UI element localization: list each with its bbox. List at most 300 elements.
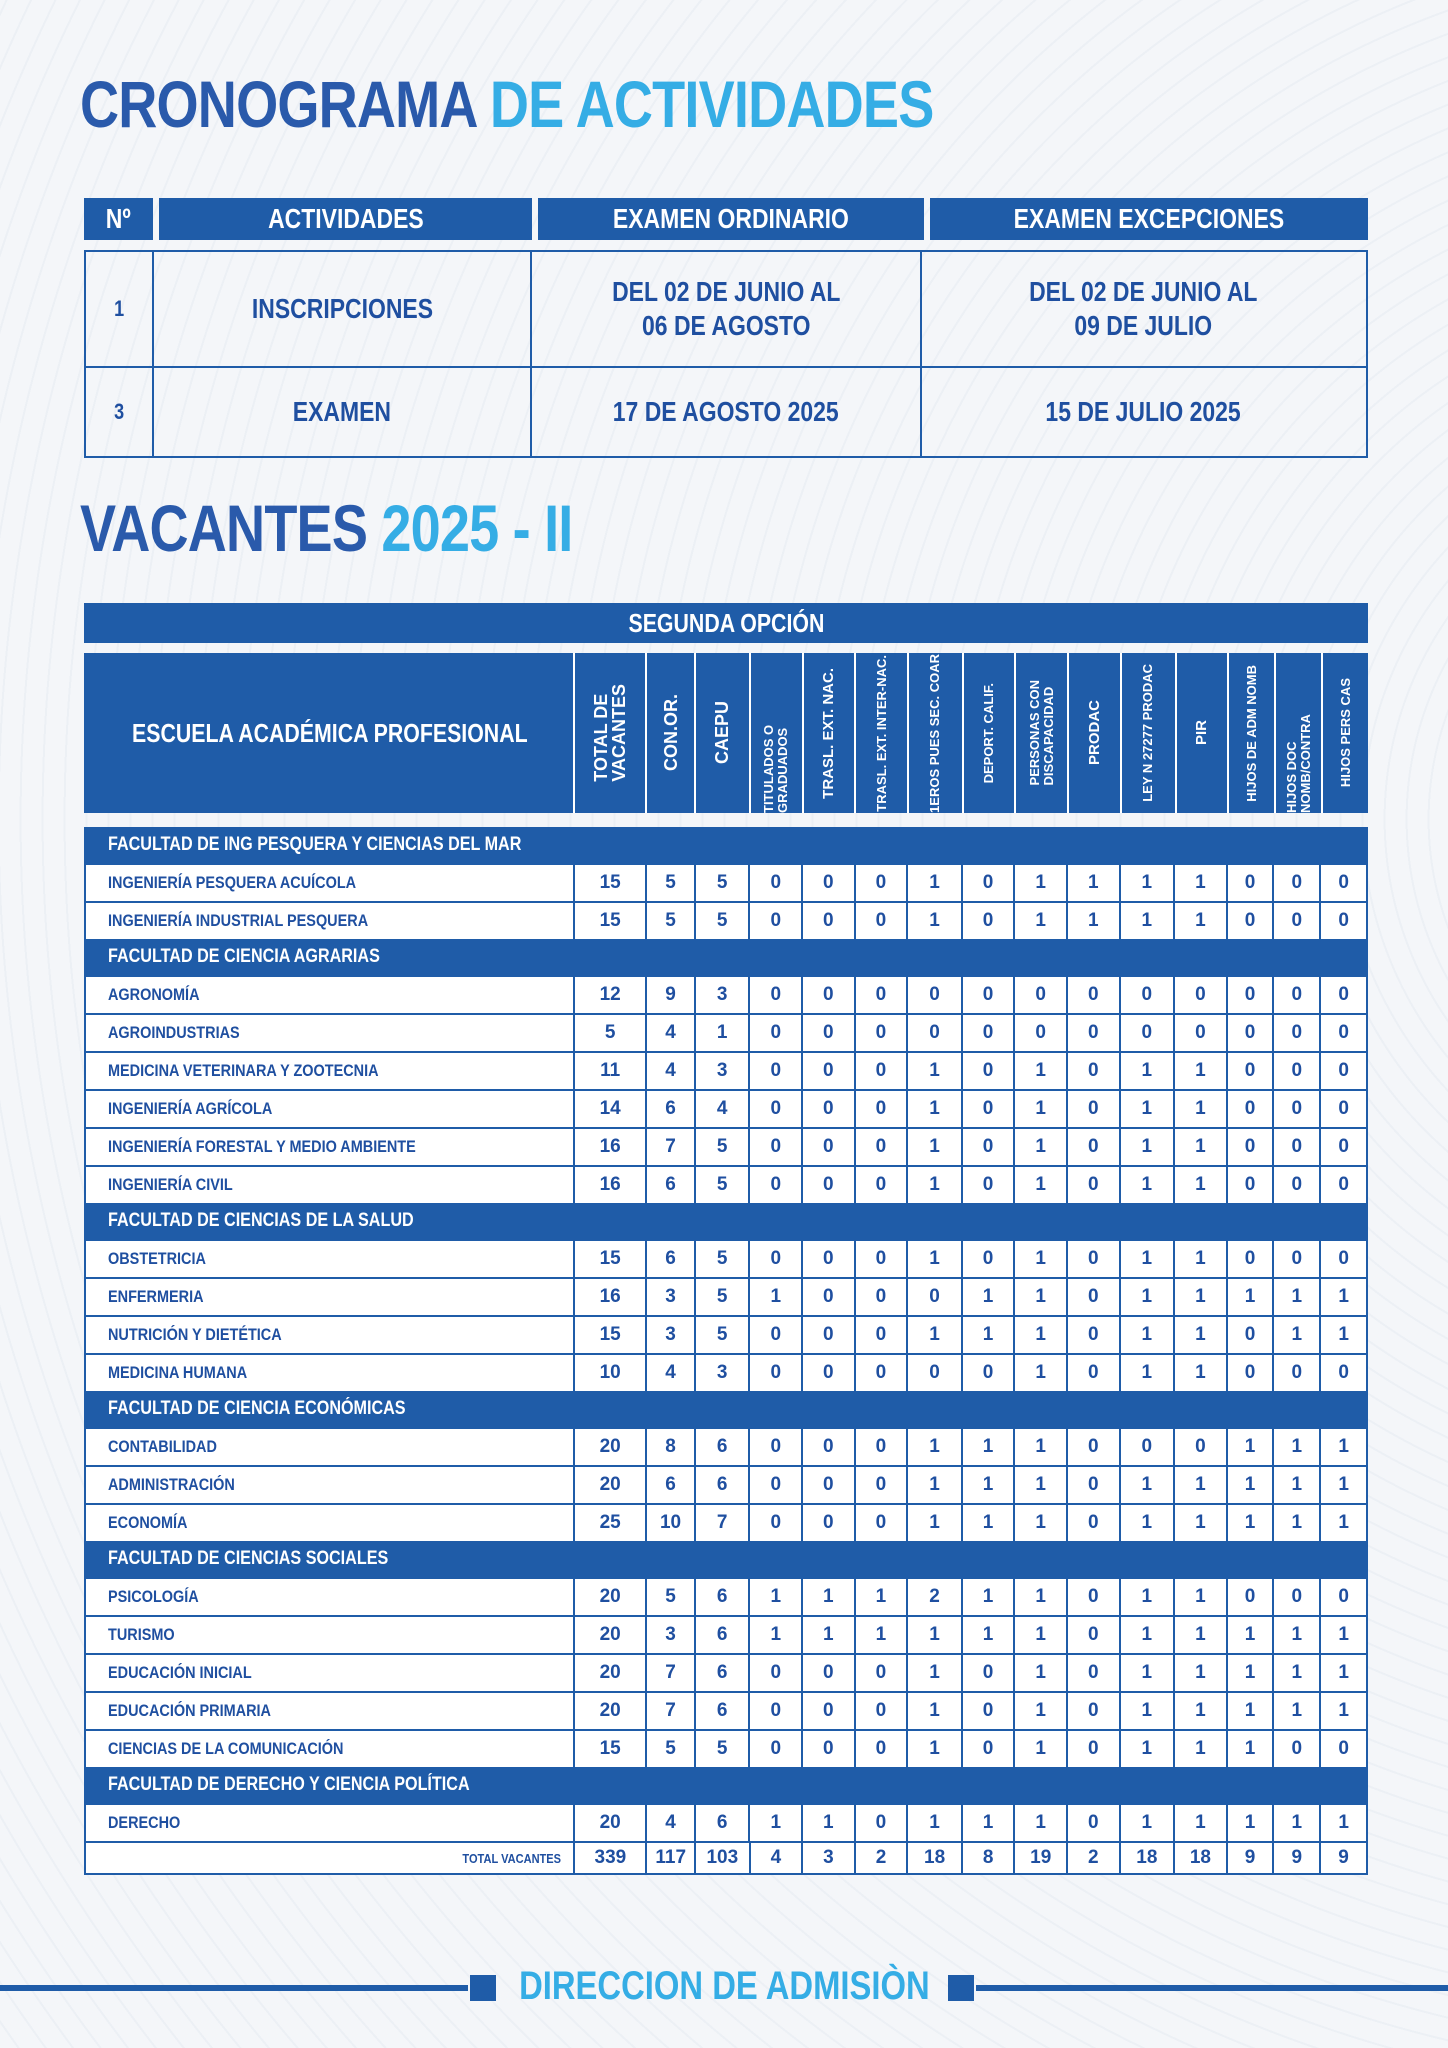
value-cell: 0 (1319, 1053, 1366, 1089)
header-col-label: TRASL. EXT. NAC. (819, 667, 837, 799)
value-cell: 1 (1173, 1731, 1226, 1767)
school-name: INGENIERÍA INDUSTRIAL PESQUERA (108, 911, 369, 930)
value-cell: 0 (1066, 1731, 1119, 1767)
school-name: INGENIERÍA FORESTAL Y MEDIO AMBIENTE (108, 1137, 416, 1156)
value-cell: 1 (1013, 1805, 1066, 1841)
value-cell: 0 (961, 1241, 1014, 1277)
table-row (86, 1315, 1366, 1353)
value-cell: 0 (1066, 1617, 1119, 1653)
value-cell: 7 (645, 1693, 694, 1729)
value-cell: 1 (906, 1505, 961, 1541)
vacantes-body (84, 827, 1368, 1875)
value-cell: 0 (1173, 1015, 1226, 1051)
value-cell: 1 (1119, 1355, 1174, 1391)
value-cell: 5 (694, 865, 749, 901)
value-cell: 4 (645, 1015, 694, 1051)
value-cell: 1 (1173, 1655, 1226, 1691)
value-cell: 9 (1272, 1843, 1319, 1873)
header-col-9 (1014, 653, 1067, 813)
value-cell: 1 (1226, 1805, 1273, 1841)
value-cell: 1 (1226, 1693, 1273, 1729)
value-cell: 4 (645, 1355, 694, 1391)
value-cell: 1 (1173, 903, 1226, 939)
value-cell: 1 (906, 1241, 961, 1277)
school-name: PSICOLOGÍA (108, 1587, 199, 1606)
header-col-3 (694, 653, 749, 813)
value-cell: 0 (1319, 1355, 1366, 1391)
value-cell: 1 (1319, 1693, 1366, 1729)
value-cell: 1 (961, 1279, 1014, 1315)
value-cell: 20 (573, 1805, 645, 1841)
value-cell: 6 (645, 1241, 694, 1277)
value-cell: 15 (573, 903, 645, 939)
value-cell: 1 (1319, 1805, 1366, 1841)
value-cell: 1 (1226, 1731, 1273, 1767)
value-cell: 1 (1013, 1241, 1066, 1277)
value-cell: 1 (854, 1617, 907, 1653)
value-cell: 1 (961, 1579, 1014, 1615)
value-cell: 1 (1119, 1805, 1174, 1841)
title-light-part: 2025 - II (381, 491, 573, 565)
value-cell: 0 (1319, 1129, 1366, 1165)
value-cell: 16 (573, 1167, 645, 1203)
value-cell: 0 (1226, 1167, 1273, 1203)
footer-square-right (948, 1975, 974, 2001)
header-col-label: PRODAC (1085, 700, 1103, 766)
value-cell: 6 (694, 1579, 749, 1615)
value-cell: 0 (961, 1693, 1014, 1729)
value-cell: 0 (1272, 903, 1319, 939)
value-cell: 1 (1013, 1617, 1066, 1653)
value-cell: 5 (694, 1129, 749, 1165)
value-cell: 0 (1119, 1015, 1174, 1051)
value-cell: 5 (573, 1015, 645, 1051)
value-cell: 1 (1119, 1129, 1174, 1165)
value-cell: 5 (645, 1731, 694, 1767)
value-cell: 117 (645, 1843, 694, 1873)
value-cell: 20 (573, 1579, 645, 1615)
value-cell: 0 (1173, 1429, 1226, 1465)
value-cell: 0 (854, 865, 907, 901)
value-cell: 1 (1319, 1505, 1366, 1541)
value-cell: 1 (1226, 1279, 1273, 1315)
header-col-label: HIJOS PERS CAS (1337, 678, 1353, 788)
school-name: AGROINDUSTRIAS (108, 1023, 240, 1042)
value-cell: 1 (748, 1279, 801, 1315)
value-cell: 1 (1119, 1317, 1174, 1353)
value-cell: 1 (694, 1015, 749, 1051)
value-cell: 1 (1173, 1505, 1226, 1541)
value-cell: 0 (1226, 977, 1273, 1013)
value-cell: 0 (961, 1129, 1014, 1165)
value-cell: 18 (1119, 1843, 1174, 1873)
faculty-header: FACULTAD DE CIENCIA ECONÓMICAS (86, 1391, 1366, 1427)
value-cell: 8 (645, 1429, 694, 1465)
value-cell: 0 (748, 1317, 801, 1353)
value-cell: 0 (1066, 977, 1119, 1013)
value-cell: 1 (1272, 1617, 1319, 1653)
header-col-1 (573, 653, 645, 813)
value-cell: 5 (645, 1579, 694, 1615)
value-cell: 1 (1226, 1505, 1273, 1541)
value-cell: 1 (1173, 865, 1226, 901)
value-cell: 1 (1119, 1467, 1174, 1503)
vacantes-header-row (84, 653, 1368, 813)
value-cell: 15 (573, 1317, 645, 1353)
value-cell: 1 (1013, 1655, 1066, 1691)
value-cell: 1 (1013, 1731, 1066, 1767)
value-cell: 1 (748, 1617, 801, 1653)
value-cell: 0 (801, 1429, 854, 1465)
value-cell: 0 (1066, 1655, 1119, 1691)
value-cell: 0 (1013, 1015, 1066, 1051)
cronograma-body (84, 250, 1368, 458)
value-cell: 0 (1272, 1167, 1319, 1203)
footer (0, 1958, 1448, 2018)
value-cell: 0 (801, 1129, 854, 1165)
school-name: EDUCACIÓN INICIAL (108, 1663, 252, 1682)
value-cell: 1 (1272, 1505, 1319, 1541)
cronograma-row-examen (86, 366, 1366, 456)
value-cell: 0 (854, 1053, 907, 1089)
value-cell: 1 (1226, 1617, 1273, 1653)
value-cell: 0 (854, 1655, 907, 1691)
value-cell: 0 (748, 1731, 801, 1767)
value-cell: 0 (854, 1317, 907, 1353)
value-cell: 3 (694, 1053, 749, 1089)
value-cell: 0 (748, 1091, 801, 1127)
value-cell: 14 (573, 1091, 645, 1127)
value-cell: 1 (1319, 1317, 1366, 1353)
value-cell: 0 (854, 1167, 907, 1203)
header-examen-ordinario: EXAMEN ORDINARIO (538, 198, 923, 240)
value-cell: 18 (1173, 1843, 1226, 1873)
value-cell: 0 (748, 1655, 801, 1691)
value-cell: 1 (1272, 1467, 1319, 1503)
header-col-10 (1067, 653, 1120, 813)
value-cell: 1 (961, 1805, 1014, 1841)
value-cell: 0 (801, 865, 854, 901)
value-cell: 6 (694, 1655, 749, 1691)
header-col-label: HIJOS DE ADM NOMB (1243, 664, 1259, 802)
value-cell: 1 (1013, 1167, 1066, 1203)
value-cell: 1 (854, 1579, 907, 1615)
value-cell: 0 (748, 1241, 801, 1277)
value-cell: 5 (645, 903, 694, 939)
value-cell: 1 (1272, 1317, 1319, 1353)
value-cell: 1 (1173, 1129, 1226, 1165)
value-cell: 0 (1226, 865, 1273, 901)
school-name: ENFERMERIA (108, 1287, 204, 1306)
row-actividad: INSCRIPCIONES (152, 252, 530, 366)
value-cell: 0 (801, 977, 854, 1013)
faculty-header: FACULTAD DE ING PESQUERA Y CIENCIAS DEL MAR (86, 827, 1366, 863)
value-cell: 6 (694, 1429, 749, 1465)
value-cell: 0 (1066, 1505, 1119, 1541)
value-cell: 9 (645, 977, 694, 1013)
value-cell: 1 (1272, 1655, 1319, 1691)
header-col-12 (1175, 653, 1228, 813)
value-cell: 0 (1319, 1015, 1366, 1051)
value-cell: 1 (961, 1617, 1014, 1653)
value-cell: 0 (906, 1355, 961, 1391)
row-actividad: EXAMEN (152, 368, 530, 456)
value-cell: 0 (801, 1731, 854, 1767)
value-cell: 1 (906, 1167, 961, 1203)
school-name: MEDICINA HUMANA (108, 1363, 248, 1382)
value-cell: 339 (573, 1843, 645, 1873)
value-cell: 0 (1066, 1279, 1119, 1315)
value-cell: 1 (1272, 1429, 1319, 1465)
value-cell: 1 (1173, 1317, 1226, 1353)
header-col-label: DEPORT. CALIF. (981, 682, 997, 784)
school-name: OBSTETRICIA (108, 1249, 206, 1268)
value-cell: 1 (906, 903, 961, 939)
value-cell: 0 (801, 1355, 854, 1391)
value-cell: 1 (801, 1805, 854, 1841)
value-cell: 0 (801, 1167, 854, 1203)
school-name: INGENIERÍA PESQUERA ACUÍCOLA (108, 873, 357, 892)
value-cell: 1 (1119, 1241, 1174, 1277)
table-row (86, 1653, 1366, 1691)
value-cell: 0 (1226, 1241, 1273, 1277)
header-col-label: CAEPU (712, 701, 733, 765)
value-cell: 4 (645, 1053, 694, 1089)
value-cell: 0 (748, 1355, 801, 1391)
value-cell: 0 (1319, 865, 1366, 901)
value-cell: 0 (961, 977, 1014, 1013)
value-cell: 0 (748, 1053, 801, 1089)
value-cell: 1 (748, 1579, 801, 1615)
table-row (86, 1239, 1366, 1277)
value-cell: 3 (694, 1355, 749, 1391)
table-row (86, 1277, 1366, 1315)
school-name: CONTABILIDAD (108, 1437, 217, 1456)
value-cell: 0 (801, 1015, 854, 1051)
value-cell: 4 (694, 1091, 749, 1127)
value-cell: 0 (906, 977, 961, 1013)
value-cell: 1 (961, 1467, 1014, 1503)
value-cell: 1 (906, 1731, 961, 1767)
header-col-6 (854, 653, 907, 813)
value-cell: 6 (694, 1805, 749, 1841)
value-cell: 1 (1173, 1241, 1226, 1277)
value-cell: 1 (1173, 1355, 1226, 1391)
value-cell: 0 (961, 1091, 1014, 1127)
value-cell: 0 (1066, 1355, 1119, 1391)
value-cell: 0 (1226, 1129, 1273, 1165)
value-cell: 0 (1226, 1355, 1273, 1391)
value-cell: 0 (1226, 1053, 1273, 1089)
table-row (86, 901, 1366, 939)
value-cell: 20 (573, 1429, 645, 1465)
value-cell: 4 (645, 1805, 694, 1841)
value-cell: 0 (1119, 1429, 1174, 1465)
value-cell: 16 (573, 1279, 645, 1315)
value-cell: 0 (748, 1429, 801, 1465)
value-cell: 0 (1066, 1693, 1119, 1729)
value-cell: 0 (1319, 977, 1366, 1013)
value-cell: 1 (1226, 1429, 1273, 1465)
school-name: MEDICINA VETERINARA Y ZOOTECNIA (108, 1061, 379, 1080)
header-escuela: ESCUELA ACADÉMICA PROFESIONAL (132, 717, 528, 748)
value-cell: 0 (961, 1167, 1014, 1203)
value-cell: 3 (694, 977, 749, 1013)
table-row (86, 1013, 1366, 1051)
value-cell: 1 (906, 1429, 961, 1465)
value-cell: 1 (906, 1617, 961, 1653)
school-name: ECONOMÍA (108, 1513, 188, 1532)
header-col-label: PIR (1192, 720, 1210, 746)
value-cell: 0 (801, 1241, 854, 1277)
value-cell: 0 (748, 977, 801, 1013)
school-name: TURISMO (108, 1625, 175, 1644)
table-row (86, 1503, 1366, 1541)
header-col-14 (1274, 653, 1321, 813)
value-cell: 20 (573, 1467, 645, 1503)
value-cell: 0 (1173, 977, 1226, 1013)
value-cell: 1 (961, 1505, 1014, 1541)
header-col-4 (749, 653, 802, 813)
value-cell: 1 (1173, 1805, 1226, 1841)
value-cell: 0 (1066, 1241, 1119, 1277)
value-cell: 1 (1013, 865, 1066, 901)
value-cell: 20 (573, 1693, 645, 1729)
value-cell: 2 (854, 1843, 907, 1873)
value-cell: 1 (961, 1429, 1014, 1465)
value-cell: 1 (1272, 1693, 1319, 1729)
value-cell: 0 (801, 1091, 854, 1127)
table-row (86, 1165, 1366, 1203)
value-cell: 0 (961, 1015, 1014, 1051)
value-cell: 19 (1013, 1843, 1066, 1873)
value-cell: 1 (1013, 1505, 1066, 1541)
value-cell: 0 (1066, 1429, 1119, 1465)
table-row (86, 1615, 1366, 1653)
header-col-label: CON.OR. (660, 694, 681, 772)
row-number: 1 (113, 296, 125, 321)
value-cell: 5 (694, 1317, 749, 1353)
value-cell: 0 (1272, 1091, 1319, 1127)
header-actividades: ACTIVIDADES (159, 198, 533, 240)
value-cell: 0 (748, 1167, 801, 1203)
value-cell: 1 (1013, 1317, 1066, 1353)
header-col-label: HIJOS DOC NOMB/CONTRA (1283, 714, 1313, 813)
value-cell: 0 (1066, 1167, 1119, 1203)
value-cell: 9 (1226, 1843, 1273, 1873)
value-cell: 0 (801, 1505, 854, 1541)
title-dark-part: CRONOGRAMA (80, 67, 476, 141)
value-cell: 1 (906, 865, 961, 901)
value-cell: 0 (1066, 1467, 1119, 1503)
table-row (86, 1465, 1366, 1503)
header-col-label: PERSONAS CON DISCAPACIDAD (1026, 680, 1056, 786)
value-cell: 1 (1119, 1091, 1174, 1127)
cronograma-table (84, 198, 1368, 458)
value-cell: 0 (1272, 1015, 1319, 1051)
value-cell: 0 (854, 1279, 907, 1315)
footer-text: DIRECCION DE ADMISIÒN (518, 1964, 930, 2008)
value-cell: 0 (854, 1467, 907, 1503)
value-cell: 0 (801, 1693, 854, 1729)
value-cell: 1 (1319, 1655, 1366, 1691)
value-cell: 0 (854, 903, 907, 939)
value-cell: 0 (961, 1731, 1014, 1767)
table-row (86, 1803, 1366, 1841)
value-cell: 0 (1272, 1129, 1319, 1165)
header-col-5 (802, 653, 855, 813)
value-cell: 1 (1013, 1693, 1066, 1729)
value-cell: 0 (854, 977, 907, 1013)
segunda-opcion-banner: SEGUNDA OPCIÓN (84, 603, 1368, 643)
school-name: DERECHO (108, 1813, 181, 1832)
school-name: AGRONOMÍA (108, 985, 200, 1004)
value-cell: 1 (1173, 1467, 1226, 1503)
table-row (86, 1691, 1366, 1729)
value-cell: 0 (854, 1429, 907, 1465)
value-cell: 0 (1066, 1053, 1119, 1089)
value-cell: 1 (1013, 1467, 1066, 1503)
header-col-2 (645, 653, 694, 813)
school-name: INGENIERÍA AGRÍCOLA (108, 1099, 273, 1118)
value-cell: 1 (1013, 1355, 1066, 1391)
value-cell: 1 (1013, 1429, 1066, 1465)
value-cell: 0 (961, 1655, 1014, 1691)
cronograma-header-row (84, 198, 1368, 240)
vacantes-title (80, 490, 573, 566)
value-cell: 1 (906, 1467, 961, 1503)
value-cell: 1 (1173, 1053, 1226, 1089)
value-cell: 0 (1272, 977, 1319, 1013)
value-cell: 1 (1119, 903, 1174, 939)
header-examen-excepciones: EXAMEN EXCEPCIONES (930, 198, 1368, 240)
value-cell: 6 (694, 1617, 749, 1653)
value-cell: 1 (1173, 1579, 1226, 1615)
value-cell: 0 (961, 1355, 1014, 1391)
value-cell: 0 (748, 1505, 801, 1541)
header-col-label: TOTAL DE VACANTES (591, 684, 630, 782)
value-cell: 8 (961, 1843, 1014, 1873)
value-cell: 0 (906, 1015, 961, 1051)
value-cell: 0 (1272, 1241, 1319, 1277)
value-cell: 1 (1119, 1655, 1174, 1691)
value-cell: 0 (1226, 1317, 1273, 1353)
value-cell: 6 (645, 1467, 694, 1503)
value-cell: 0 (854, 1091, 907, 1127)
value-cell: 1 (1119, 1693, 1174, 1729)
value-cell: 2 (1066, 1843, 1119, 1873)
table-row (86, 1127, 1366, 1165)
value-cell: 5 (694, 1241, 749, 1277)
value-cell: 5 (694, 1279, 749, 1315)
header-col-13 (1227, 653, 1274, 813)
table-row (86, 1729, 1366, 1767)
value-cell: 5 (694, 903, 749, 939)
value-cell: 1 (1119, 1505, 1174, 1541)
value-cell: 3 (645, 1279, 694, 1315)
header-col-label: TRASL. EXT. INTER-NAC. (873, 654, 889, 812)
table-row (86, 1577, 1366, 1615)
value-cell: 1 (1173, 1167, 1226, 1203)
value-cell: 1 (1119, 1279, 1174, 1315)
value-cell: 1 (906, 1091, 961, 1127)
table-row (86, 1427, 1366, 1465)
school-name: CIENCIAS DE LA COMUNICACIÓN (108, 1739, 344, 1758)
value-cell: 0 (1226, 1579, 1273, 1615)
value-cell: 0 (854, 1505, 907, 1541)
value-cell: 7 (645, 1129, 694, 1165)
title-dark-part: VACANTES (80, 491, 368, 565)
